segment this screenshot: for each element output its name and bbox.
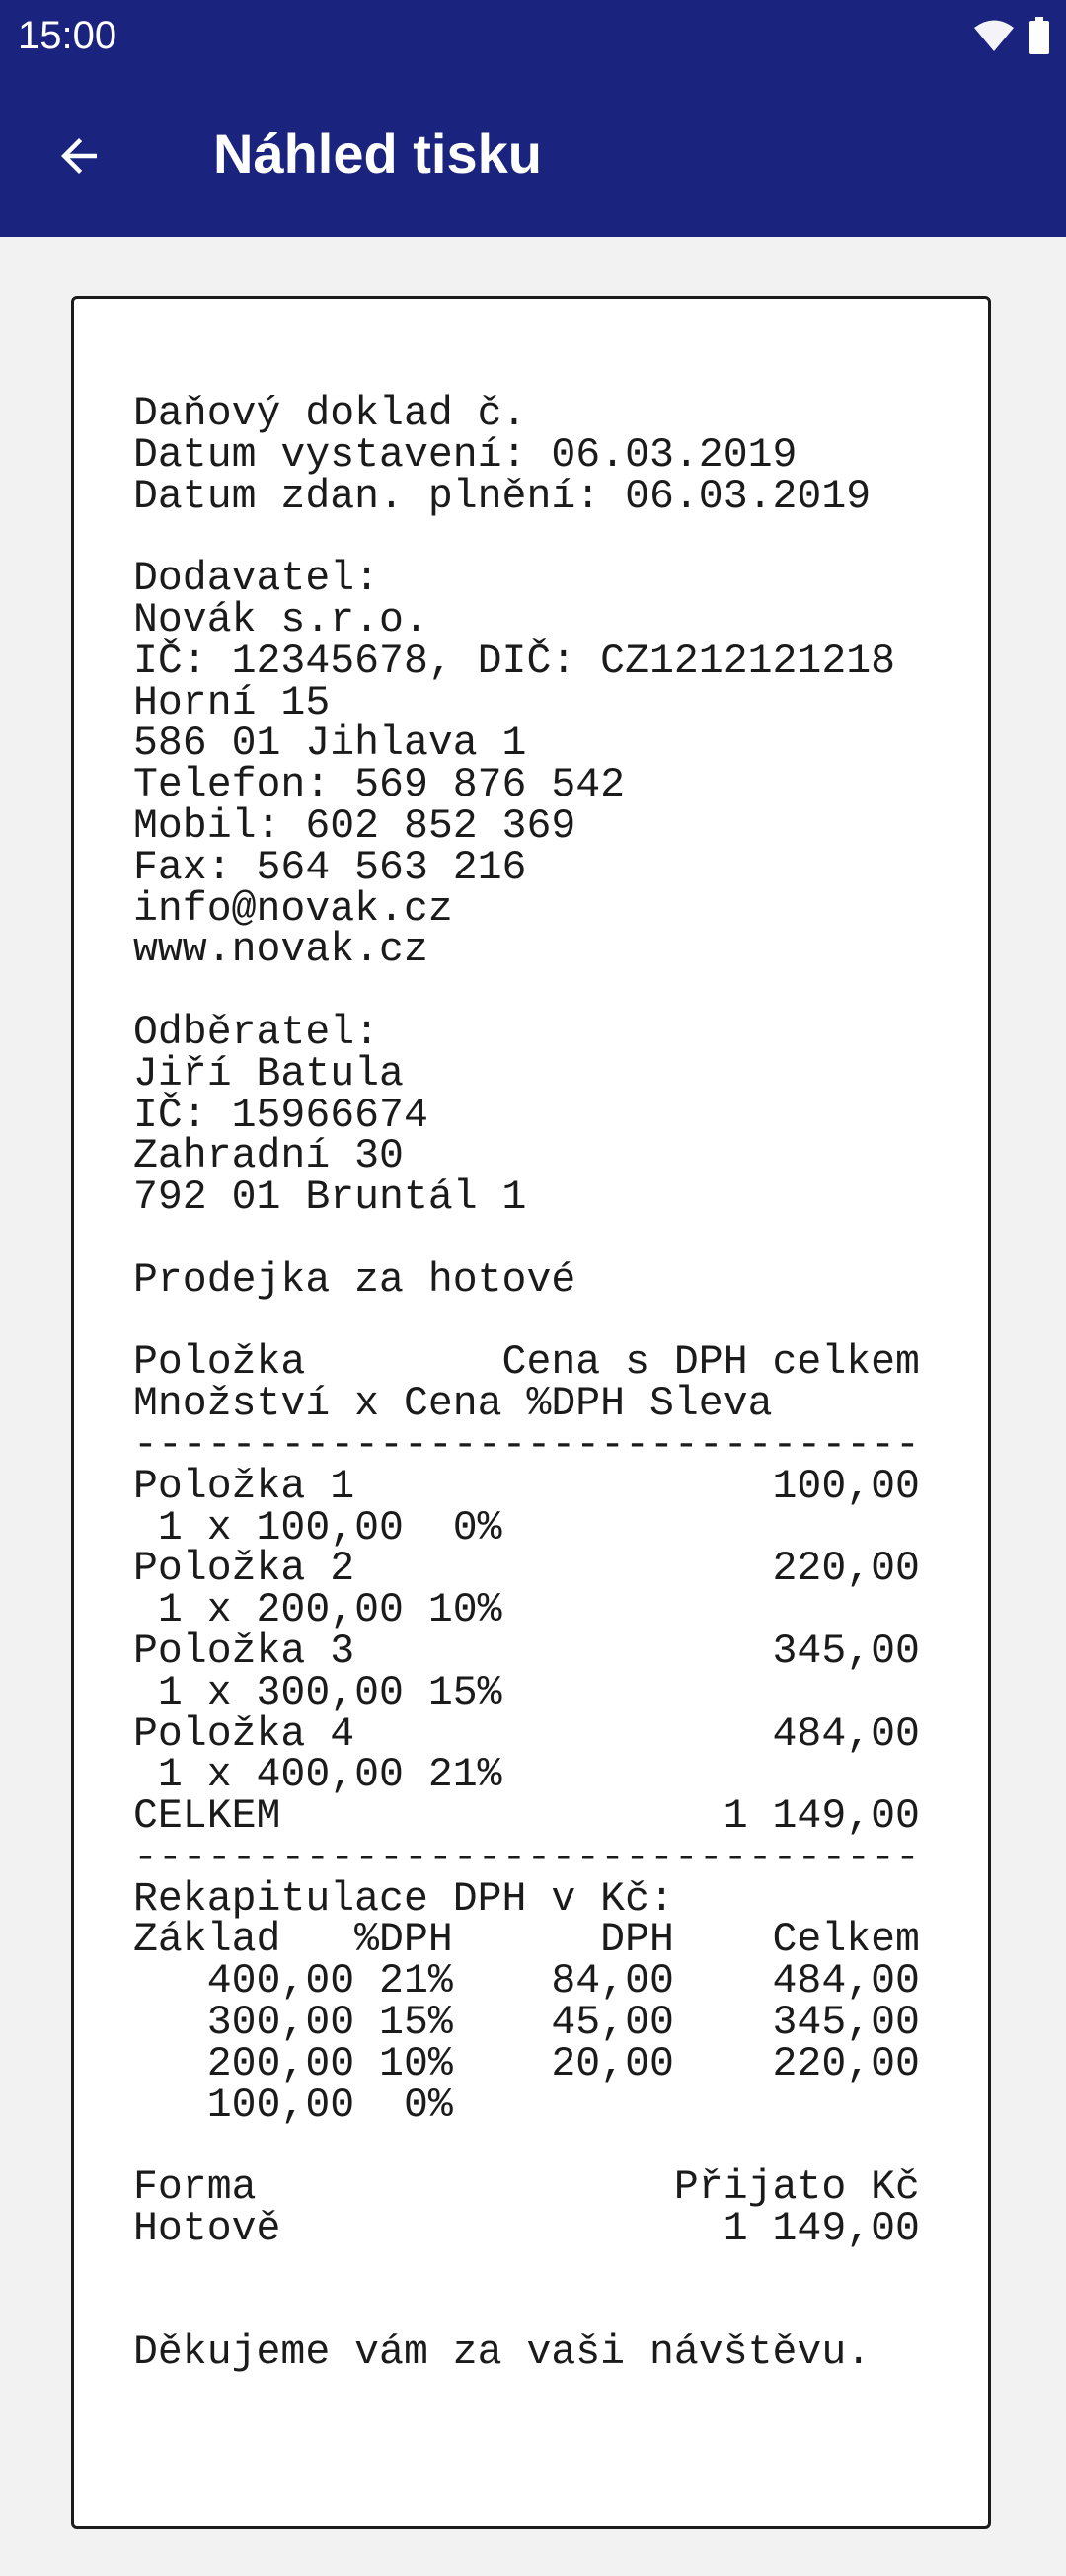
receipt-line: Horní 15 — [133, 679, 331, 726]
status-bar — [0, 0, 1066, 71]
receipt-line: 100,00 0% — [133, 2082, 453, 2129]
receipt-line: Hotově 1 149,00 — [133, 2206, 920, 2253]
receipt-line — [133, 517, 920, 559]
back-button[interactable] — [39, 116, 118, 195]
receipt-line: Datum vystavení: 06.03.2019 — [133, 431, 798, 479]
receipt-line: Položka 2 220,00 — [133, 1546, 920, 1593]
receipt-line: IČ: 12345678, DIČ: CZ1212121218 — [133, 638, 896, 685]
receipt-line: 586 01 Jihlava 1 — [133, 720, 527, 768]
wifi-icon — [973, 19, 1015, 52]
receipt-line: 200,00 10% 20,00 220,00 — [133, 2040, 920, 2087]
receipt-line: Dodavatel: — [133, 556, 380, 603]
app-bar — [0, 71, 1066, 237]
status-time: 15:00 — [18, 14, 117, 57]
receipt-line: -------------------------------- — [133, 1834, 920, 1881]
page-title: Náhled tisku — [213, 122, 542, 185]
receipt-line: Telefon: 569 876 542 — [133, 762, 626, 809]
receipt-line: 400,00 21% 84,00 484,00 — [133, 1958, 920, 2006]
receipt-line — [133, 1219, 920, 1260]
arrow-left-icon — [52, 129, 106, 183]
receipt-line: Forma Přijato Kč — [133, 2164, 920, 2212]
receipt-line: Rekapitulace DPH v Kč: — [133, 1875, 674, 1923]
receipt-line: Datum zdan. plnění: 06.03.2019 — [133, 473, 872, 520]
receipt-line: -------------------------------- — [133, 1421, 920, 1469]
receipt-line: 1 x 300,00 15% — [133, 1669, 502, 1716]
receipt-line: www.novak.cz — [133, 927, 428, 974]
receipt-line: 1 x 100,00 0% — [133, 1504, 502, 1552]
receipt-line: Zahradní 30 — [133, 1133, 404, 1180]
receipt-line: Fax: 564 563 216 — [133, 844, 527, 891]
receipt-line: IČ: 15966674 — [133, 1092, 428, 1139]
receipt-line: 300,00 15% 45,00 345,00 — [133, 2000, 920, 2047]
battery-icon — [1028, 17, 1050, 54]
receipt-line: Položka 1 100,00 — [133, 1463, 920, 1510]
receipt-line: Prodejka za hotové — [133, 1256, 576, 1304]
receipt-line: 792 01 Bruntál 1 — [133, 1174, 527, 1222]
receipt-line: 1 x 400,00 21% — [133, 1752, 502, 1799]
receipt-line: Odběratel: — [133, 1009, 380, 1056]
receipt-line: Daňový doklad č. — [133, 391, 527, 437]
receipt-line: CELKEM 1 149,00 — [133, 1793, 920, 1841]
receipt-line: Základ %DPH DPH Celkem — [133, 1917, 920, 1964]
receipt-line: info@novak.cz — [133, 885, 453, 933]
receipt-line: 1 x 200,00 10% — [133, 1587, 502, 1634]
receipt-text — [133, 391, 920, 2377]
receipt-line — [133, 971, 920, 1013]
receipt-line: Mobil: 602 852 369 — [133, 802, 576, 850]
receipt-line: Položka 3 345,00 — [133, 1628, 920, 1675]
receipt-line: Množství x Cena %DPH Sleva — [133, 1381, 773, 1428]
receipt-line: Děkujeme vám za vaši návštěvu. — [133, 2329, 872, 2377]
receipt-line: Položka 4 484,00 — [133, 1710, 920, 1758]
status-icons — [973, 16, 1050, 55]
receipt-line — [133, 2250, 920, 2292]
receipt-line — [133, 1302, 920, 1343]
receipt-line — [133, 2126, 920, 2167]
receipt-line: Položka Cena s DPH celkem — [133, 1339, 920, 1387]
receipt-line: Jiří Batula — [133, 1050, 404, 1098]
receipt-line — [133, 2292, 920, 2333]
receipt-preview[interactable] — [71, 296, 991, 2529]
receipt-line: Novák s.r.o. — [133, 596, 428, 644]
